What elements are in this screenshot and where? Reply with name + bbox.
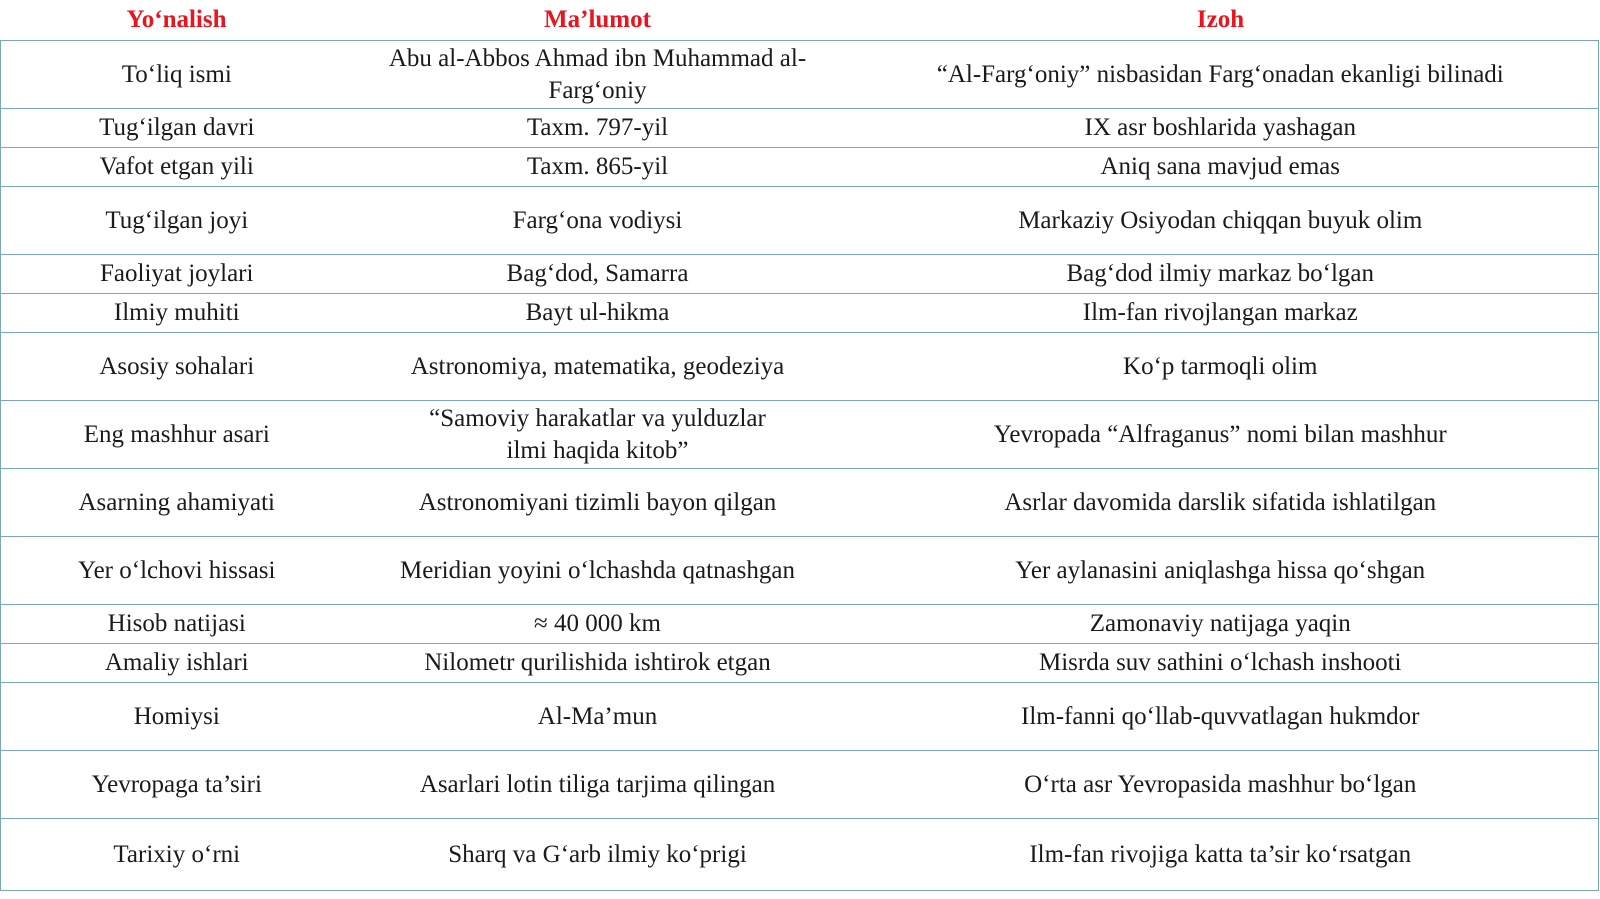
cell-info: “Samoviy harakatlar va yulduzlar ilmi haqida kitob” [353,401,843,469]
cell-note: Asrlar davomida darslik sifatida ishlatilgan [843,469,1599,537]
cell-info: Bag‘dod, Samarra [353,255,843,294]
cell-field: Amaliy ishlari [1,644,353,683]
table-row [1,605,1599,644]
cell-field: Yer o‘lchovi hissasi [1,537,353,605]
cell-note: Zamonaviy natijaga yaqin [843,605,1599,644]
table-row [1,469,1599,537]
cell-info: ≈ 40 000 km [353,605,843,644]
cell-field: Tug‘ilgan joyi [1,187,353,255]
cell-info: Taxm. 865-yil [353,148,843,187]
cell-info: Astronomiyani tizimli bayon qilgan [353,469,843,537]
cell-note: Misrda suv sathini o‘lchash inshooti [843,644,1599,683]
cell-field: Asosiy sohalari [1,333,353,401]
cell-note: Aniq sana mavjud emas [843,148,1599,187]
cell-info: Sharq va G‘arb ilmiy ko‘prigi [353,819,843,891]
cell-note: O‘rta asr Yevropasida mashhur bo‘lgan [843,751,1599,819]
cell-info: Al-Ma’mun [353,683,843,751]
cell-note: Ilm-fan rivojlangan markaz [843,294,1599,333]
table-header-row [1,0,1599,41]
cell-info: Taxm. 797-yil [353,109,843,148]
cell-note: Markaziy Osiyodan chiqqan buyuk olim [843,187,1599,255]
cell-note: Yer aylanasini aniqlashga hissa qo‘shgan [843,537,1599,605]
cell-field: Tug‘ilgan davri [1,109,353,148]
cell-note: IX asr boshlarida yashagan [843,109,1599,148]
cell-info: Asarlari lotin tiliga tarjima qilingan [353,751,843,819]
cell-field: Tarixiy o‘rni [1,819,353,891]
cell-info: Bayt ul-hikma [353,294,843,333]
cell-note: Ilm-fan rivojiga katta ta’sir ko‘rsatgan [843,819,1599,891]
cell-field: Ilmiy muhiti [1,294,353,333]
cell-info: Abu al-Abbos Ahmad ibn Muhammad al-Farg‘oniy [353,41,843,109]
table-row [1,41,1599,109]
cell-field: Eng mashhur asari [1,401,353,469]
header-malumot: Ma’lumot [353,0,843,41]
table-row [1,537,1599,605]
table-row [1,333,1599,401]
cell-field: To‘liq ismi [1,41,353,109]
cell-field: Homiysi [1,683,353,751]
table-row [1,294,1599,333]
cell-info: Astronomiya, matematika, geodeziya [353,333,843,401]
table-row [1,644,1599,683]
table-row [1,255,1599,294]
header-yonalish: Yo‘nalish [1,0,353,41]
cell-note: Ilm-fanni qo‘llab-quvvatlagan hukmdor [843,683,1599,751]
cell-note: Yevropada “Alfraganus” nomi bilan mashhur [843,401,1599,469]
cell-field: Asarning ahamiyati [1,469,353,537]
cell-note: Ko‘p tarmoqli olim [843,333,1599,401]
cell-info: Farg‘ona vodiysi [353,187,843,255]
table-row [1,751,1599,819]
cell-note: Bag‘dod ilmiy markaz bo‘lgan [843,255,1599,294]
header-izoh: Izoh [843,0,1599,41]
table-row [1,819,1599,891]
table-row [1,683,1599,751]
table-row [1,109,1599,148]
cell-field: Yevropaga ta’siri [1,751,353,819]
cell-field: Faoliyat joylari [1,255,353,294]
cell-note: “Al-Farg‘oniy” nisbasidan Farg‘onadan ekanligi bilinadi [843,41,1599,109]
cell-field: Hisob natijasi [1,605,353,644]
cell-field: Vafot etgan yili [1,148,353,187]
table-row [1,148,1599,187]
table-row [1,187,1599,255]
cell-info: Meridian yoyini o‘lchashda qatnashgan [353,537,843,605]
cell-info: Nilometr qurilishida ishtirok etgan [353,644,843,683]
table-row [1,401,1599,469]
